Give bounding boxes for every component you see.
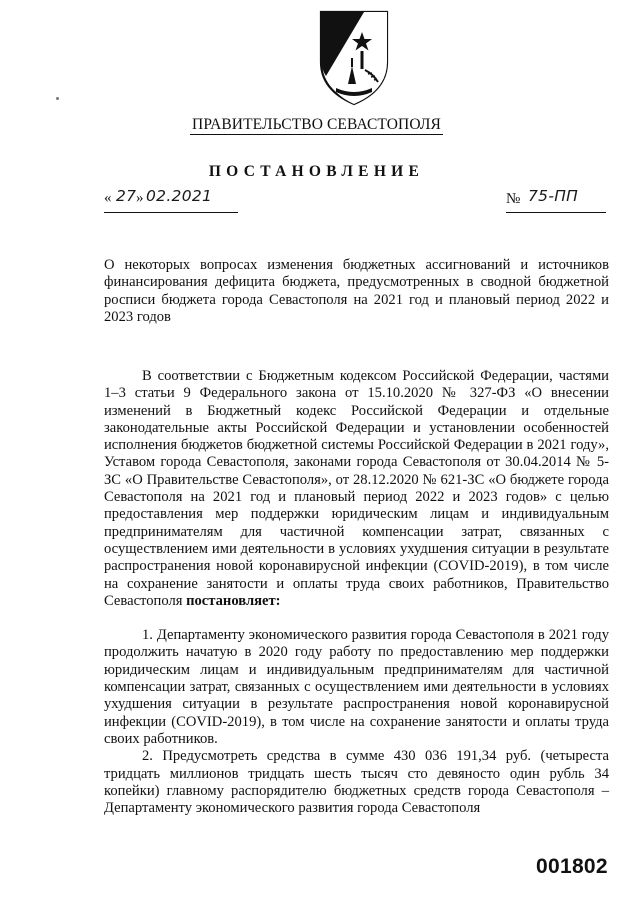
organization-title (0, 116, 633, 134)
date-open-quote: « (104, 190, 112, 206)
item-2-paragraph: 2. Предусмотреть средства в сумме 430 036 191,34 руб. (четыреста тридцать миллионов тридцать шесть тысяч сто девяносто один рубль 34 копейки) главному распорядителю бюджетных средств города Севастополя – Департаменту экономического развития города Севастополя (104, 748, 609, 817)
document-body (104, 368, 609, 817)
preamble-text: В соответствии с Бюджетным кодексом Российской Федерации, частями 1–3 статьи 9 Федерального закона от 15.10.2020 № 327-ФЗ «О внесении изменений в Бюджетный кодекс Российской Федерации и отдельные законодательные акты Российской Федерации и установлении особенностей исполнения бюджетов бюджетной системы Российской Федерации в 2021 году», Уставом города Севастополя, законами города Севастополя от 30.04.2014 № 5-ЗС «О Правительстве Севастополя», от 28.12.2020 № 621-ЗС «О бюджете города Севастополя на 2021 год и плановый период 2022 и 2023 годов» с целью предоставления мер поддержки юридическим лицам и индивидуальным предпринимателям для частичной компенсации затрат, связанных с осуществлением ими деятельности в условиях ухудшения ситуации в результате распространения новой коронавирусной инфекции (COVID-2019), в том числе на сохранение занятости и оплаты труда своих работников, Правительство Севастополя (104, 368, 609, 609)
organization-name: ПРАВИТЕЛЬСТВО СЕВАСТОПОЛЯ (192, 116, 441, 133)
date-month-year: 02.2021 (146, 187, 213, 205)
document-number-field (506, 188, 606, 213)
document-subject: О некоторых вопросах изменения бюджетных ассигнований и источников финансирования дефицита бюджета, предусмотренных в сводной бюджетной росписи бюджета города Севастополя на 2021 год и плановый период 2022 и 2023 годов (104, 257, 609, 325)
scan-speck (56, 97, 59, 100)
number-sign: № (506, 191, 521, 207)
sevastopol-coat-of-arms-icon (318, 10, 390, 106)
date-close-quote: » (136, 190, 144, 206)
preamble-paragraph (104, 368, 609, 610)
serial-number: 001802 (536, 855, 608, 878)
resolves-keyword: постановляет: (186, 592, 281, 609)
document-type-heading: ПОСТАНОВЛЕНИЕ (208, 163, 425, 180)
date-day: 27 (116, 187, 137, 205)
document-number: 75-ПП (528, 187, 579, 205)
item-1-paragraph: 1. Департаменту экономического развития города Севастополя в 2021 году продолжить начатую в 2020 году работу по предоставлению мер поддержки юридическим лицам и индивидуальным предпринимателям для частичной компенсации затрат, связанных с осуществлением ими деятельности в условиях ухудшения ситуации в результате распространения новой коронавирусной инфекции (COVID-2019), в том числе на сохранение занятости и оплаты труда своих работников. (104, 627, 609, 747)
document-date-field (104, 188, 238, 213)
